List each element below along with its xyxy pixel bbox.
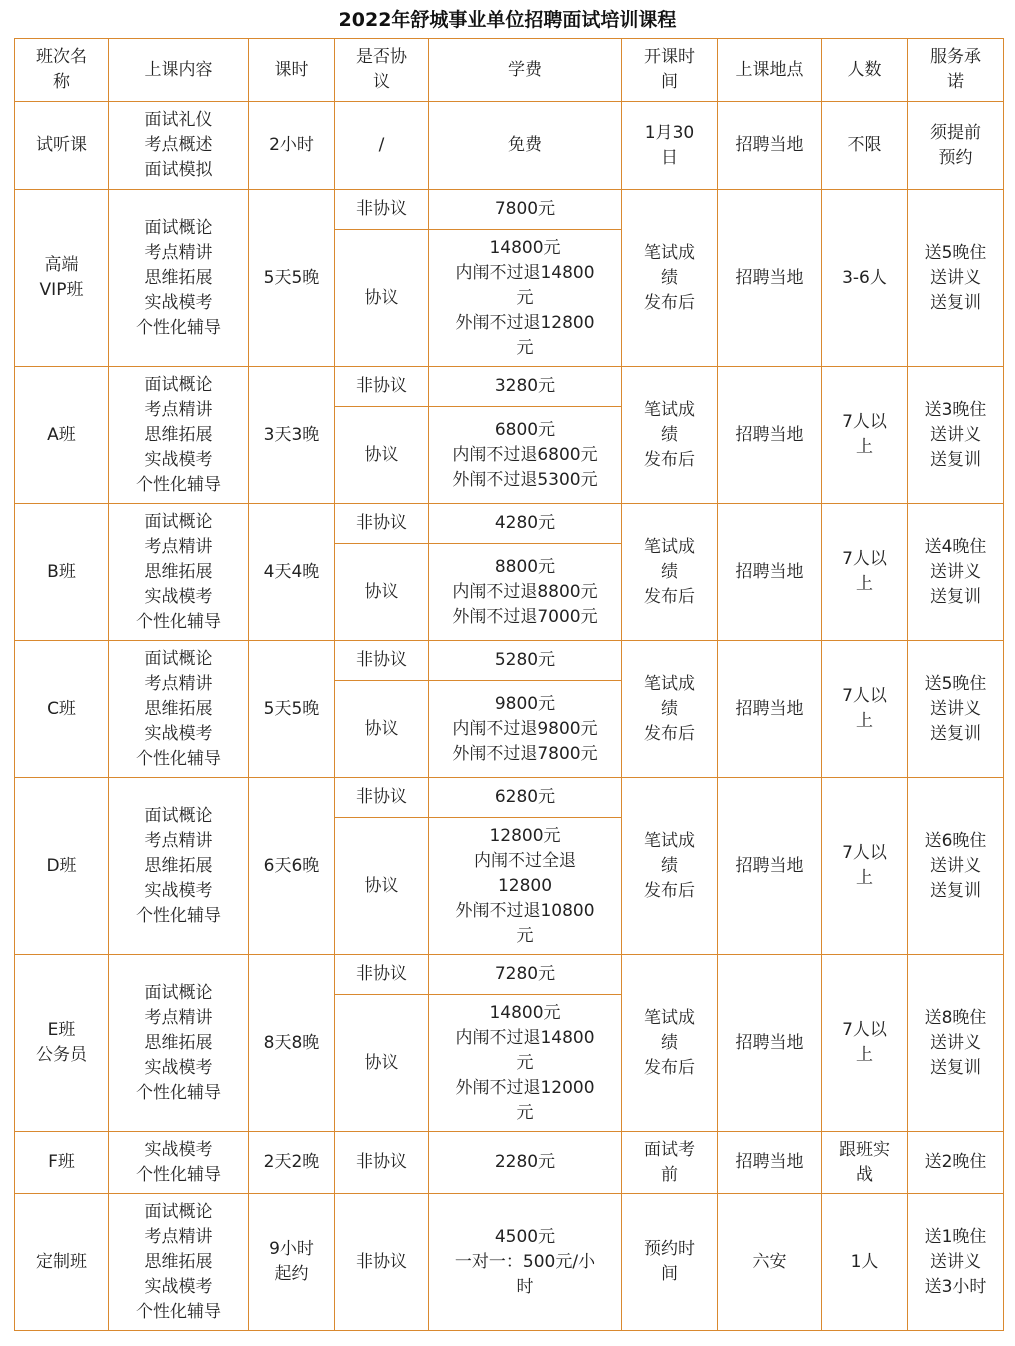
- course-hours: 2小时: [249, 102, 335, 190]
- agreement-type: 非协议: [335, 1132, 429, 1194]
- location: 六安: [718, 1194, 822, 1331]
- agreement-fee: 8800元 内闱不过退8800元 外闱不过退7000元: [429, 544, 622, 641]
- course-content: 面试概论 考点精讲 思维拓展 实战模考 个性化辅导: [109, 367, 249, 504]
- course-hours: 5天5晚: [249, 190, 335, 367]
- course-content: 实战模考 个性化辅导: [109, 1132, 249, 1194]
- trial-row: [15, 102, 1004, 190]
- header-cell: 课时: [249, 39, 335, 102]
- course-table: [14, 38, 1004, 1331]
- class-name: E班 公务员: [15, 955, 109, 1132]
- people-count: 7人以 上: [822, 367, 908, 504]
- start-time: 笔试成 绩 发布后: [622, 190, 718, 367]
- course-content: 面试概论 考点精讲 思维拓展 实战模考 个性化辅导: [109, 1194, 249, 1331]
- non-agreement-fee: 7800元: [429, 190, 622, 230]
- agreement-fee: 6800元 内闱不过退6800元 外闱不过退5300元: [429, 407, 622, 504]
- class-row-custom: [15, 1194, 1004, 1331]
- non-agreement-fee: 3280元: [429, 367, 622, 407]
- people-count: 3-6人: [822, 190, 908, 367]
- course-content: 面试概论 考点精讲 思维拓展 实战模考 个性化辅导: [109, 778, 249, 955]
- location: 招聘当地: [718, 641, 822, 778]
- non-agreement-label: 非协议: [335, 955, 429, 995]
- non-agreement-fee: 7280元: [429, 955, 622, 995]
- agreement-label: 协议: [335, 407, 429, 504]
- class-row-vip: [15, 190, 1004, 230]
- start-time: 面试考 前: [622, 1132, 718, 1194]
- non-agreement-fee: 5280元: [429, 641, 622, 681]
- non-agreement-label: 非协议: [335, 504, 429, 544]
- course-hours: 2天2晚: [249, 1132, 335, 1194]
- course-content: 面试概论 考点精讲 思维拓展 实战模考 个性化辅导: [109, 641, 249, 778]
- course-content: 面试礼仪 考点概述 面试模拟: [109, 102, 249, 190]
- people-count: 不限: [822, 102, 908, 190]
- service: 须提前 预约: [908, 102, 1004, 190]
- class-row-a: [15, 367, 1004, 407]
- non-agreement-label: 非协议: [335, 367, 429, 407]
- agreement-label: 协议: [335, 544, 429, 641]
- people-count: 跟班实 战: [822, 1132, 908, 1194]
- start-time: 笔试成 绩 发布后: [622, 641, 718, 778]
- start-time: 预约时 间: [622, 1194, 718, 1331]
- class-name: D班: [15, 778, 109, 955]
- people-count: 7人以 上: [822, 504, 908, 641]
- service: 送3晚住 送讲义 送复训: [908, 367, 1004, 504]
- header-cell: 班次名 称: [15, 39, 109, 102]
- class-row-c: [15, 641, 1004, 681]
- agreement-type: /: [335, 102, 429, 190]
- header-cell: 服务承 诺: [908, 39, 1004, 102]
- course-hours: 3天3晚: [249, 367, 335, 504]
- service: 送5晚住 送讲义 送复训: [908, 190, 1004, 367]
- people-count: 7人以 上: [822, 641, 908, 778]
- agreement-label: 协议: [335, 818, 429, 955]
- service: 送4晚住 送讲义 送复训: [908, 504, 1004, 641]
- service: 送8晚住 送讲义 送复训: [908, 955, 1004, 1132]
- course-hours: 5天5晚: [249, 641, 335, 778]
- header-cell: 学费: [429, 39, 622, 102]
- header-cell: 是否协 议: [335, 39, 429, 102]
- non-agreement-label: 非协议: [335, 641, 429, 681]
- start-time: 1月30 日: [622, 102, 718, 190]
- fee: 2280元: [429, 1132, 622, 1194]
- class-row-d: [15, 778, 1004, 818]
- class-name: 定制班: [15, 1194, 109, 1331]
- class-name: 高端 VIP班: [15, 190, 109, 367]
- people-count: 7人以 上: [822, 778, 908, 955]
- agreement-fee: 12800元 内闱不过全退 12800 外闱不过退10800 元: [429, 818, 622, 955]
- fee: 4500元 一对一：500元/小 时: [429, 1194, 622, 1331]
- class-name: B班: [15, 504, 109, 641]
- agreement-fee: 14800元 内闱不过退14800 元 外闱不过退12800 元: [429, 230, 622, 367]
- course-content: 面试概论 考点精讲 思维拓展 实战模考 个性化辅导: [109, 190, 249, 367]
- agreement-type: 非协议: [335, 1194, 429, 1331]
- location: 招聘当地: [718, 367, 822, 504]
- start-time: 笔试成 绩 发布后: [622, 955, 718, 1132]
- location: 招聘当地: [718, 955, 822, 1132]
- class-name: C班: [15, 641, 109, 778]
- agreement-label: 协议: [335, 230, 429, 367]
- start-time: 笔试成 绩 发布后: [622, 504, 718, 641]
- location: 招聘当地: [718, 778, 822, 955]
- service: 送1晚住 送讲义 送3小时: [908, 1194, 1004, 1331]
- start-time: 笔试成 绩 发布后: [622, 367, 718, 504]
- course-content: 面试概论 考点精讲 思维拓展 实战模考 个性化辅导: [109, 504, 249, 641]
- course-hours: 9小时 起约: [249, 1194, 335, 1331]
- agreement-label: 协议: [335, 681, 429, 778]
- start-time: 笔试成 绩 发布后: [622, 778, 718, 955]
- class-name: 试听课: [15, 102, 109, 190]
- page-title: 2022年舒城事业单位招聘面试培训课程: [338, 9, 677, 31]
- people-count: 1人: [822, 1194, 908, 1331]
- agreement-fee: 14800元 内闱不过退14800 元 外闱不过退12000 元: [429, 995, 622, 1132]
- course-hours: 8天8晚: [249, 955, 335, 1132]
- fee: 免费: [429, 102, 622, 190]
- service: 送2晚住: [908, 1132, 1004, 1194]
- non-agreement-fee: 4280元: [429, 504, 622, 544]
- agreement-fee: 9800元 内闱不过退9800元 外闱不过退7800元: [429, 681, 622, 778]
- non-agreement-fee: 6280元: [429, 778, 622, 818]
- class-name: F班: [15, 1132, 109, 1194]
- course-hours: 4天4晚: [249, 504, 335, 641]
- class-row-f: [15, 1132, 1004, 1194]
- header-cell: 开课时 间: [622, 39, 718, 102]
- non-agreement-label: 非协议: [335, 778, 429, 818]
- service: 送6晚住 送讲义 送复训: [908, 778, 1004, 955]
- agreement-label: 协议: [335, 995, 429, 1132]
- header-cell: 人数: [822, 39, 908, 102]
- class-name: A班: [15, 367, 109, 504]
- course-content: 面试概论 考点精讲 思维拓展 实战模考 个性化辅导: [109, 955, 249, 1132]
- class-row-e: [15, 955, 1004, 995]
- header-row: [15, 39, 1004, 102]
- service: 送5晚住 送讲义 送复训: [908, 641, 1004, 778]
- people-count: 7人以 上: [822, 955, 908, 1132]
- non-agreement-label: 非协议: [335, 190, 429, 230]
- header-cell: 上课内容: [109, 39, 249, 102]
- location: 招聘当地: [718, 504, 822, 641]
- location: 招聘当地: [718, 190, 822, 367]
- location: 招聘当地: [718, 1132, 822, 1194]
- header-cell: 上课地点: [718, 39, 822, 102]
- location: 招聘当地: [718, 102, 822, 190]
- course-hours: 6天6晚: [249, 778, 335, 955]
- class-row-b: [15, 504, 1004, 544]
